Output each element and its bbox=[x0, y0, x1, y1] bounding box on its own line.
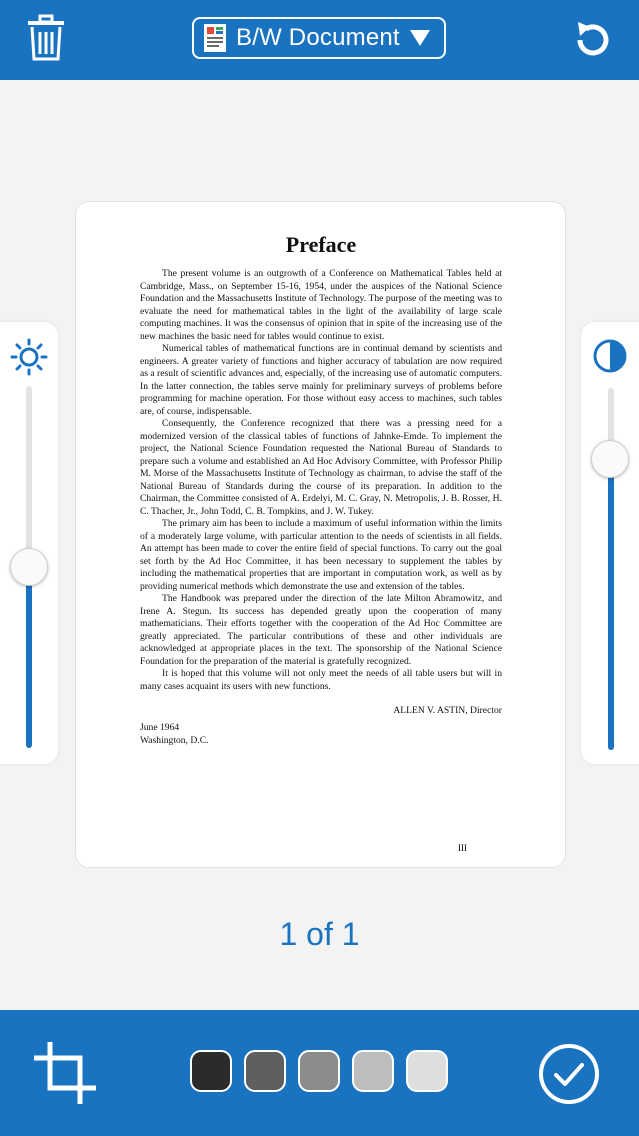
contrast-track-fill bbox=[608, 460, 614, 750]
document-paragraph: Numerical tables of mathematical functions are in continual demand by scientists and engineers. A greater variety of functions and higher accuracy of tabulation are now required as a result of scientific advances and, especially, of the increasing use of automatic computers. In the latter connection, the tables serve mainly for preliminary surveys of problems before programming for machine operation. For those without easy access to machines, such tables are, of course, indispensable. bbox=[140, 343, 502, 417]
document-icon bbox=[204, 24, 226, 52]
document-preview[interactable] bbox=[75, 201, 566, 868]
contrast-thumb[interactable] bbox=[591, 440, 629, 478]
brightness-track-fill bbox=[26, 568, 32, 748]
document-date-line: June 1964 bbox=[140, 722, 180, 733]
brightness-thumb[interactable] bbox=[10, 548, 48, 586]
scan-mode-label: B/W Document bbox=[236, 24, 400, 51]
document-paragraph: The present volume is an outgrowth of a Conference on Mathematical Tables held at Cambridge, Mass., on September 15-16, 1954, under the auspices of the National Science Foundation and the Massachusetts Institute of Technology. The purpose of the meeting was to evaluate the need for mathematical tables in the light of the availability of large scale computing machines. It was the consensus of opinion that in spite of the increasing use of the new machines the basic need for tables would continue to exist. bbox=[140, 268, 502, 342]
caret-down-icon bbox=[410, 30, 430, 46]
document-date bbox=[140, 722, 502, 747]
contrast-slider-panel bbox=[581, 322, 639, 764]
swatch-light[interactable] bbox=[352, 1050, 394, 1092]
swatch-dark[interactable] bbox=[244, 1050, 286, 1092]
document-paragraph: Consequently, the Conference recognized that there was a pressing need for a modernized version of the classical tables of functions of Jahnke-Emde. To implement the project, the National Science Foundation requested the National Bureau of Standards to prepare such a volume and established an Ad Hoc Advisory Committee, with Professor Philip M. Morse of the Massachusetts Institute of Technology as chairman, to advise the staff of the National Bureau of Standards during the course of its preparation. In addition to the Chairman, the Committee consisted of A. Erdelyi, M. C. Gray, N. Metropolis, J. B. Rosser, H. C. Thacher, Jr., John Todd, C. B. Tompkins, and J. W. Tukey. bbox=[140, 418, 502, 517]
document-signature: ALLEN V. ASTIN, Director bbox=[393, 705, 502, 716]
contrast-icon bbox=[592, 338, 628, 374]
color-filter-swatches bbox=[190, 1050, 448, 1092]
document-paragraph: The Handbook was prepared under the direction of the late Milton Abramowitz, and Irene A. Stegun. Its success has depended greatly upon the cooperation of many mathematicians. Their efforts together with the cooperation of the Ad Hoc Committee are greatly appreciated. The particular contributions of these and other individuals are acknowledged at appropriate places in the text. The sponsorship of the National Science Foundation for the preparation of the material is gratefully recognized. bbox=[140, 593, 502, 667]
bottom-bar bbox=[0, 1010, 639, 1136]
document-paragraph: It is hoped that this volume will not only meet the needs of all table users but will in many cases acquaint its users with new functions. bbox=[140, 668, 502, 692]
rotate-icon[interactable] bbox=[570, 18, 614, 62]
page-counter: 1 of 1 bbox=[279, 916, 360, 952]
document-title: Preface bbox=[285, 232, 357, 257]
brightness-slider-panel bbox=[0, 322, 58, 764]
swatch-lightest[interactable] bbox=[406, 1050, 448, 1092]
sun-icon bbox=[10, 338, 48, 376]
top-bar bbox=[0, 0, 639, 80]
trash-icon[interactable] bbox=[26, 14, 66, 62]
scan-mode-dropdown[interactable] bbox=[192, 17, 446, 59]
swatch-darkest[interactable] bbox=[190, 1050, 232, 1092]
document-page-number: III bbox=[458, 843, 467, 853]
checkmark-icon[interactable] bbox=[538, 1043, 600, 1105]
document-page bbox=[140, 232, 502, 747]
document-paragraph: The primary aim has been to include a maximum of useful information within the limits of a moderately large volume, with particular attention to the needs of scientists in all fields. An attempt has been made to cover the entire field of special functions. To carry out the goal set forth by the Ad Hoc Committee, it has been necessary to supplement the tables by including the mathematical properties that are important in computation work, as well as by providing numerical methods which demonstrate the use and extension of the tables. bbox=[140, 518, 502, 592]
swatch-medium[interactable] bbox=[298, 1050, 340, 1092]
document-place-line: Washington, D.C. bbox=[140, 734, 209, 746]
crop-icon[interactable] bbox=[34, 1042, 96, 1104]
